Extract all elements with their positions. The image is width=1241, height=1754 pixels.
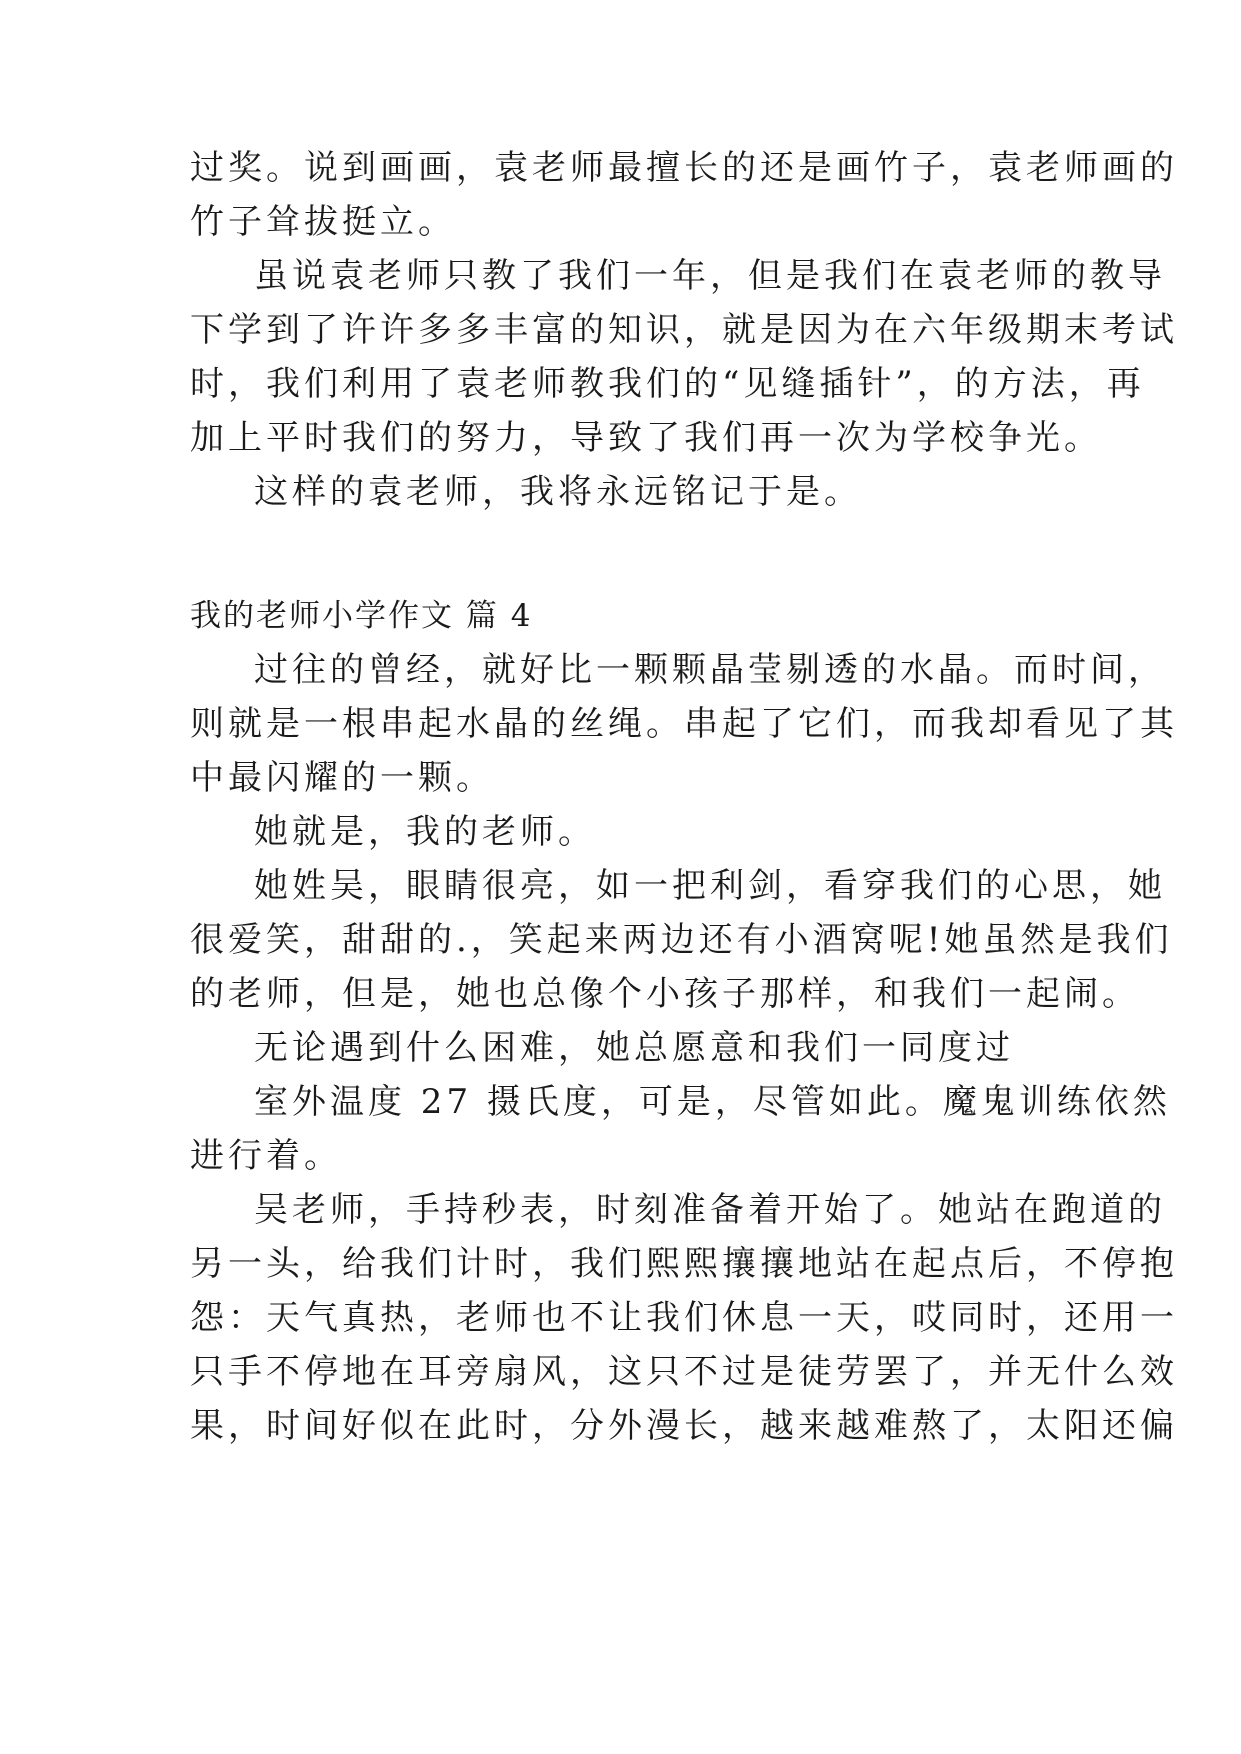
section-heading: 我的老师小学作文 篇 4: [190, 598, 533, 634]
text-line: 则就是一根串起水晶的丝绳。串起了它们，而我却看见了其: [190, 704, 1178, 744]
text-line: 她就是，我的老师。: [254, 812, 596, 852]
text-line: 吴老师，手持秒表，时刻准备着开始了。她站在跑道的: [254, 1190, 1166, 1230]
text-line: 竹子耸拔挺立。: [190, 202, 456, 242]
text-line: 怨：天气真热，老师也不让我们休息一天，哎同时，还用一: [190, 1298, 1178, 1338]
text-line: 过奖。说到画画，袁老师最擅长的还是画竹子，袁老师画的: [190, 148, 1178, 188]
text-line: 加上平时我们的努力，导致了我们再一次为学校争光。: [190, 418, 1102, 458]
text-line: 进行着。: [190, 1136, 342, 1176]
text-line: 很爱笑，甜甜的.，笑起来两边还有小酒窝呢!她虽然是我们: [190, 920, 1173, 960]
text-line: 室外温度 27 摄氏度，可是，尽管如此。魔鬼训练依然: [254, 1082, 1171, 1122]
text-line: 过往的曾经，就好比一颗颗晶莹剔透的水晶。而时间，: [254, 650, 1166, 690]
text-line: 这样的袁老师，我将永远铭记于是。: [254, 472, 862, 512]
text-line: 另一头，给我们计时，我们熙熙攘攘地站在起点后，不停抱: [190, 1244, 1178, 1284]
text-line: 下学到了许许多多丰富的知识，就是因为在六年级期末考试: [190, 310, 1178, 350]
text-line: 中最闪耀的一颗。: [190, 758, 494, 798]
text-line: 时，我们利用了袁老师教我们的“见缝插针”，的方法，再: [190, 364, 1145, 404]
text-line: 她姓吴，眼睛很亮，如一把利剑，看穿我们的心思，她: [254, 866, 1166, 906]
text-line: 果，时间好似在此时，分外漫长，越来越难熬了，太阳还偏: [190, 1406, 1178, 1446]
text-line: 只手不停地在耳旁扇风，这只不过是徒劳罢了，并无什么效: [190, 1352, 1178, 1392]
text-line: 无论遇到什么困难，她总愿意和我们一同度过: [254, 1028, 1014, 1068]
text-line: 虽说袁老师只教了我们一年，但是我们在袁老师的教导: [254, 256, 1166, 296]
text-line: 的老师，但是，她也总像个小孩子那样，和我们一起闹。: [190, 974, 1140, 1014]
